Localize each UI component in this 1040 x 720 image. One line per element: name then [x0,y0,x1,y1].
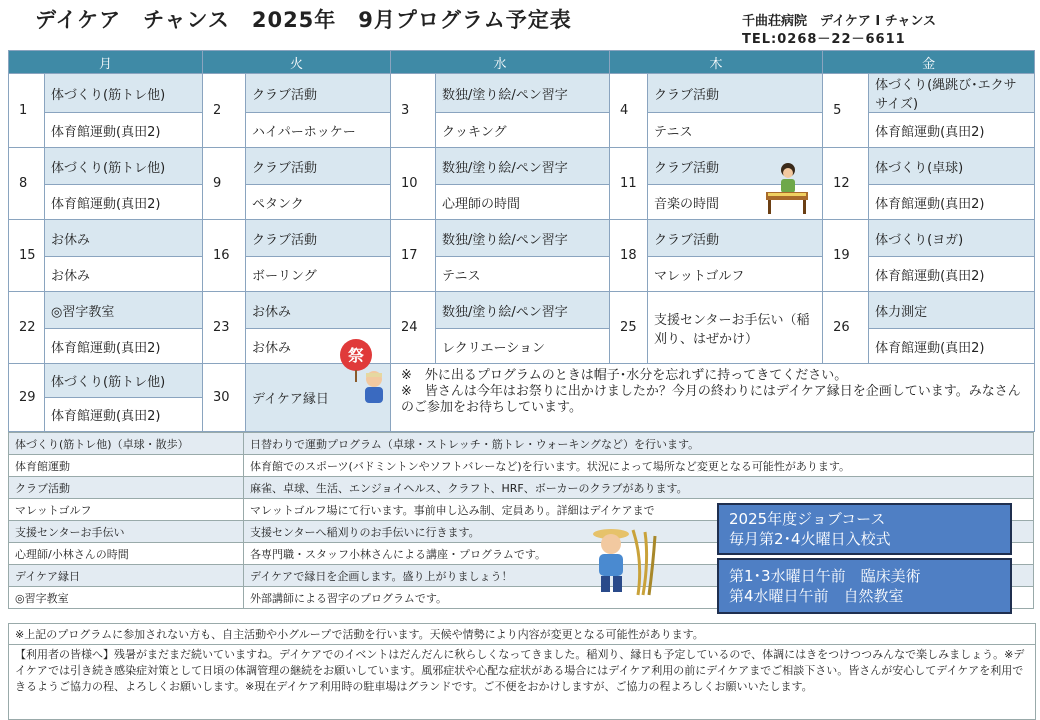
activity-cell: 体育館運動(真田2) [869,185,1035,220]
activity-cell: 音楽の時間 [648,185,823,220]
date-cell: 30 [203,364,246,432]
date-cell: 15 [9,220,45,292]
activity-cell: 体づくり(筋トレ他) [45,74,203,113]
calendar-weeks [9,74,1035,364]
legend-description: 麻雀、卓球、生活、エンジョイヘルス、クラフト、HRF、ボーカーのクラブがあります。 [244,477,1034,499]
rice-harvest-illustration [583,520,663,600]
date-cell: 4 [610,74,648,148]
activity-cell: マレットゴルフ [648,257,823,292]
legend-description: 各専門職・スタッフ小林さんによる講座・プログラムです。 [244,543,1034,565]
activity-cell: 体づくり(卓球) [869,148,1035,185]
date-cell: 5 [823,74,869,148]
job-course-title: 2025年度ジョブコース [729,510,886,528]
notice-to-users: 【利用者の皆様へ】残暑がまだまだ続いていますね。デイケアでのイベントはだんだんに秋らしくなってきました。稲刈り、縁日も予定しているので、体調にはきをつけつつみんなで楽しみましょう。※デイケアでは引き続き感染症対策として日頃の体調管理の継続をお願いしています。風邪症状や心配な症状がある場合にはデイケア利用の前にデイケアまでご相談下さい。皆さんが安心してデイケアを利用できるようご協力の程、よろしくお願いします。※現在デイケア利用時の駐車場はグランドです。ご不便をおかけしますが、ご協力の程よろしくお願いいたします。 [8,644,1036,720]
legend-program: マレットゴルフ [9,499,244,521]
legend-description: 外部講師による習字のプログラムです。 [244,587,1034,609]
day-header: 火 [203,51,391,74]
festival-fan-icon: 祭 [347,346,365,365]
activity-cell: 数独/塗り絵/ペン習字 [436,220,610,257]
activity-cell: クラブ活動 [648,74,823,113]
activity-cell: 体育館運動(真田2) [45,329,203,364]
day-header: 木 [610,51,823,74]
activity-cell: 体育館運動(真田2) [869,113,1035,148]
week-row [9,220,1035,257]
legend-row [9,455,1034,477]
date-cell: 29 [9,364,45,432]
telephone: TEL:0268－22－6611 [742,32,906,47]
activity-cell: 体づくり(筋トレ他) [45,364,203,398]
legend-description: デイケアで縁日を企画します。盛り上がりましょう！ [244,565,1034,587]
date-cell: 22 [9,292,45,364]
legend-program: 体育館運動 [9,455,244,477]
date-cell: 23 [203,292,246,364]
date-cell: 17 [391,220,436,292]
activity-cell: お休み [246,292,391,329]
date-cell: 18 [610,220,648,292]
week-row [9,292,1035,329]
legend-description: 体育館でのスポーツ(バドミントンやソフトバレーなど)を行います。状況によって場所など変更となる可能性があります。 [244,455,1034,477]
date-cell: 1 [9,74,45,148]
legend-description: 支援センターへ稲刈りのお手伝いに行きます。 [244,521,1034,543]
activity-cell: レクリエーション [436,329,610,364]
activity-cell: 数独/塗り絵/ペン習字 [436,292,610,329]
page-title: デイケア チャンス 2025年 9月プログラム予定表 [35,8,572,32]
footnote: ※上記のプログラムに参加されない方も、自主活動や小グループで活動を行います。天候や情勢により内容が変更となる可能性があります。 [8,623,1036,646]
activity-cell: 数独/塗り絵/ペン習字 [436,148,610,185]
date-cell: 9 [203,148,246,220]
job-course-box [717,503,1012,555]
activity-cell: クラブ活動 [246,74,391,113]
date-cell: 16 [203,220,246,292]
job-course-date: 毎月第2･4火曜日入校式 [729,530,891,548]
weekday-header-row [9,51,1035,74]
activity-cell: 支援センターお手伝い（稲刈り、はぜかけ） [648,292,823,364]
date-cell: 24 [391,292,436,364]
activity-cell: デイケア縁日 [246,364,391,432]
activity-cell: 体育館運動(真田2) [45,185,203,220]
week-row [9,74,1035,113]
date-cell: 3 [391,74,436,148]
calendar-table [8,50,1035,432]
activity-cell: お休み [246,329,391,364]
date-cell: 12 [823,148,869,220]
activity-cell: クッキング [436,113,610,148]
note-cell [391,364,1035,432]
activity-cell: 体育館運動(真田2) [45,113,203,148]
activity-cell: テニス [648,113,823,148]
note-festival: ※ 皆さんは今年はお祭りに出かけましたか？今月の終わりにはデイケア縁日を企画しています。みなさんのご参加をお待ちしています。 [401,384,1021,415]
legend-program: 体づくり(筋トレ他)（卓球・散歩） [9,433,244,455]
date-cell: 19 [823,220,869,292]
activity-cell: 体育館運動(真田2) [869,329,1035,364]
legend-program: クラブ活動 [9,477,244,499]
activity-cell: テニス [436,257,610,292]
activity-cell: お休み [45,220,203,257]
date-cell: 2 [203,74,246,148]
activity-cell: クラブ活動 [648,220,823,257]
art-class-line2: 第4水曜日午前 自然教室 [729,587,904,605]
music-player-illustration [762,160,812,216]
date-cell: 11 [610,148,648,220]
date-cell: 25 [610,292,648,364]
activity-cell: 体育館運動(真田2) [45,398,203,432]
legend-description: マレットゴルフ場にて行います。事前申し込み制、定員あり。詳細はデイケアまで [244,499,1034,521]
activity-cell: 体育館運動(真田2) [869,257,1035,292]
activity-cell: ペタンク [246,185,391,220]
activity-cell: ボーリング [246,257,391,292]
date-cell: 8 [9,148,45,220]
activity-cell: 体づくり(筋トレ他) [45,148,203,185]
art-class-box [717,558,1012,614]
activity-cell: ハイパーホッケー [246,113,391,148]
day-header: 金 [823,51,1035,74]
legend-description: 日替わりで運動プログラム（卓球・ストレッチ・筋トレ・ウォーキングなど）を行います。 [244,433,1034,455]
date-cell: 10 [391,148,436,220]
legend-program: 心理師/小林さんの時間 [9,543,244,565]
activity-cell: ◎習字教室 [45,292,203,329]
legend-program: デイケア縁日 [9,565,244,587]
legend-row [9,477,1034,499]
activity-cell: 体づくり(縄跳び･エクササイズ) [869,74,1035,113]
hospital-name: 千曲荘病院 デイケア I チャンス [742,14,936,29]
activity-cell: クラブ活動 [648,148,823,185]
legend-program: ◎習字教室 [9,587,244,609]
legend-program: 支援センターお手伝い [9,521,244,543]
date-cell: 26 [823,292,869,364]
last-week-row [9,364,1035,398]
activity-cell: 心理師の時間 [436,185,610,220]
activity-cell: クラブ活動 [246,220,391,257]
activity-cell: 体力測定 [869,292,1035,329]
day-header: 月 [9,51,203,74]
activity-cell: お休み [45,257,203,292]
activity-cell: 数独/塗り絵/ペン習字 [436,74,610,113]
art-class-line1: 第1･3水曜日午前 臨床美術 [729,567,921,585]
activity-cell: クラブ活動 [246,148,391,185]
festival-illustration [336,337,394,407]
note-outdoor: ※ 外に出るプログラムのときは帽子･水分を忘れずに持ってきてください。 [401,368,848,383]
activity-cell: 体づくり(ヨガ) [869,220,1035,257]
day-header: 水 [391,51,610,74]
legend-row [9,433,1034,455]
week-row [9,148,1035,185]
